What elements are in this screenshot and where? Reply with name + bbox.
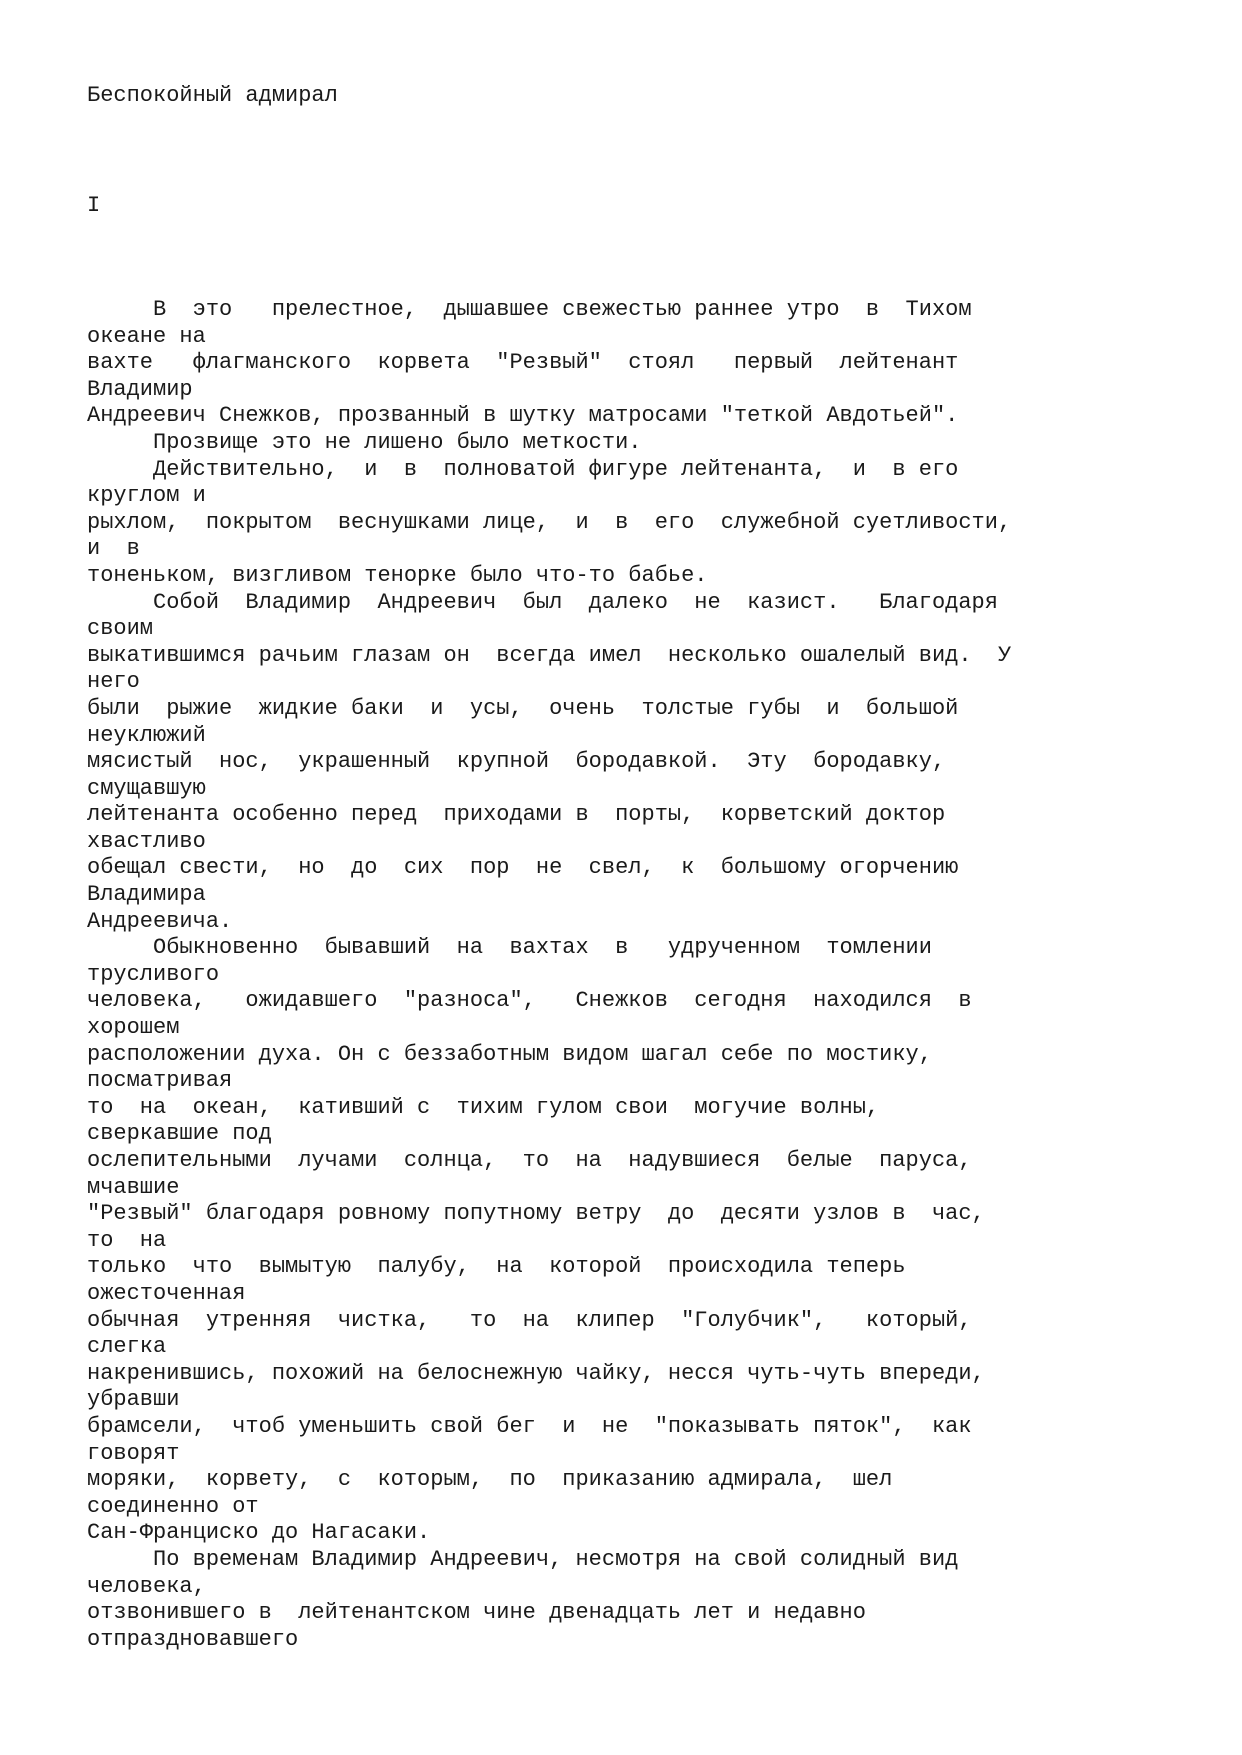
text-line: неуклюжий [87, 722, 206, 748]
text-line: человека, ожидавшего "разноса", Снежков сегодня находился в [87, 988, 972, 1014]
text-line: сверкавшие под [87, 1121, 272, 1147]
text-line: тоненьком, визгливом тенорке было что-то бабье. [87, 562, 708, 588]
text-line: В это прелестное, дышавшее свежестью раннее утро в Тихом [87, 297, 972, 322]
text-line: ожесточенная [87, 1280, 246, 1306]
text-line: говорят [87, 1440, 180, 1466]
text-line: то на океан, кативший с тихим гулом свои могучие волны, [87, 1094, 880, 1120]
text-line: хвастливо [87, 828, 206, 854]
text-line: смущавшую [87, 775, 206, 801]
text-line: Обыкновенно бывавший на вахтах в удрученном томлении [87, 935, 932, 961]
text-line: то на [87, 1227, 167, 1253]
text-line: убравши [87, 1387, 180, 1413]
text-line: соединенно от [87, 1493, 259, 1519]
text-line: отзвонившего в лейтенантском чине двенадцать лет и недавно [87, 1600, 866, 1626]
text-line: Андреевича. [87, 908, 233, 934]
text-line: хорошем [87, 1015, 180, 1041]
text-line: мясистый нос, украшенный крупной бородавкой. Эту бородавку, [87, 749, 946, 775]
text-line: мчавшие [87, 1174, 180, 1200]
text-line: трусливого [87, 961, 220, 987]
text-line: По временам Владимир Андреевич, несмотря на свой солидный вид [87, 1546, 959, 1572]
text-line: него [87, 669, 140, 695]
text-line: брамсели, чтоб уменьшить свой бег и не "показывать пяток", как [87, 1413, 972, 1439]
text-line: вахте флагманского корвета "Резвый" стоял первый лейтенант [87, 350, 959, 376]
document-title: Беспокойный адмирал [87, 83, 338, 108]
text-line: моряки, корвету, с которым, по приказанию адмирала, шел [87, 1467, 893, 1493]
text-line: лейтенанта особенно перед приходами в порты, корветский доктор [87, 802, 946, 828]
text-line: Владимира [87, 882, 206, 908]
text-line: океане на [87, 323, 206, 349]
text-line: Сан-Франциско до Нагасаки. [87, 1520, 431, 1546]
text-line: обычная утренняя чистка, то на клипер "Голубчик", который, [87, 1307, 972, 1333]
chapter-number: I [87, 193, 101, 218]
text-line: ослепительными лучами солнца, то на надувшиеся белые паруса, [87, 1148, 972, 1173]
text-line: посматривая [87, 1068, 233, 1094]
text-line: круглом и [87, 483, 206, 509]
text-line: Владимир [87, 376, 193, 402]
text-line: расположении духа. Он с беззаботным видом шагал себе по мостику, [87, 1041, 932, 1067]
text-line: отпраздновавшего [87, 1626, 299, 1652]
text-line: выкатившимся рачьим глазам он всегда имел несколько ошалелый вид. У [87, 642, 1012, 668]
text-line: Действительно, и в полноватой фигуре лейтенанта, и в его [87, 456, 959, 482]
document-body [87, 297, 1227, 1653]
text-line: были рыжие жидкие баки и усы, очень толстые губы и большой [87, 695, 959, 721]
text-line: рыхлом, покрытом веснушками лице, и в его служебной суетливости, [87, 509, 1012, 535]
text-line: только что вымытую палубу, на которой происходила теперь [87, 1254, 906, 1280]
text-line: Прозвище это не лишено было меткости. [87, 429, 642, 455]
text-line: человека, [87, 1573, 206, 1599]
text-line: Андреевич Снежков, прозванный в шутку матросами "теткой Авдотьей". [87, 403, 959, 429]
text-line: "Резвый" благодаря ровному попутному ветру до десяти узлов в час, [87, 1201, 985, 1227]
text-line: накренившись, похожий на белоснежную чайку, несся чуть-чуть впереди, [87, 1360, 985, 1386]
text-line: и в [87, 536, 140, 562]
text-line: Собой Владимир Андреевич был далеко не казист. Благодаря [87, 589, 998, 615]
text-line: слегка [87, 1334, 167, 1360]
text-line: обещал свести, но до сих пор не свел, к большому огорчению [87, 855, 959, 881]
text-line: своим [87, 616, 154, 642]
